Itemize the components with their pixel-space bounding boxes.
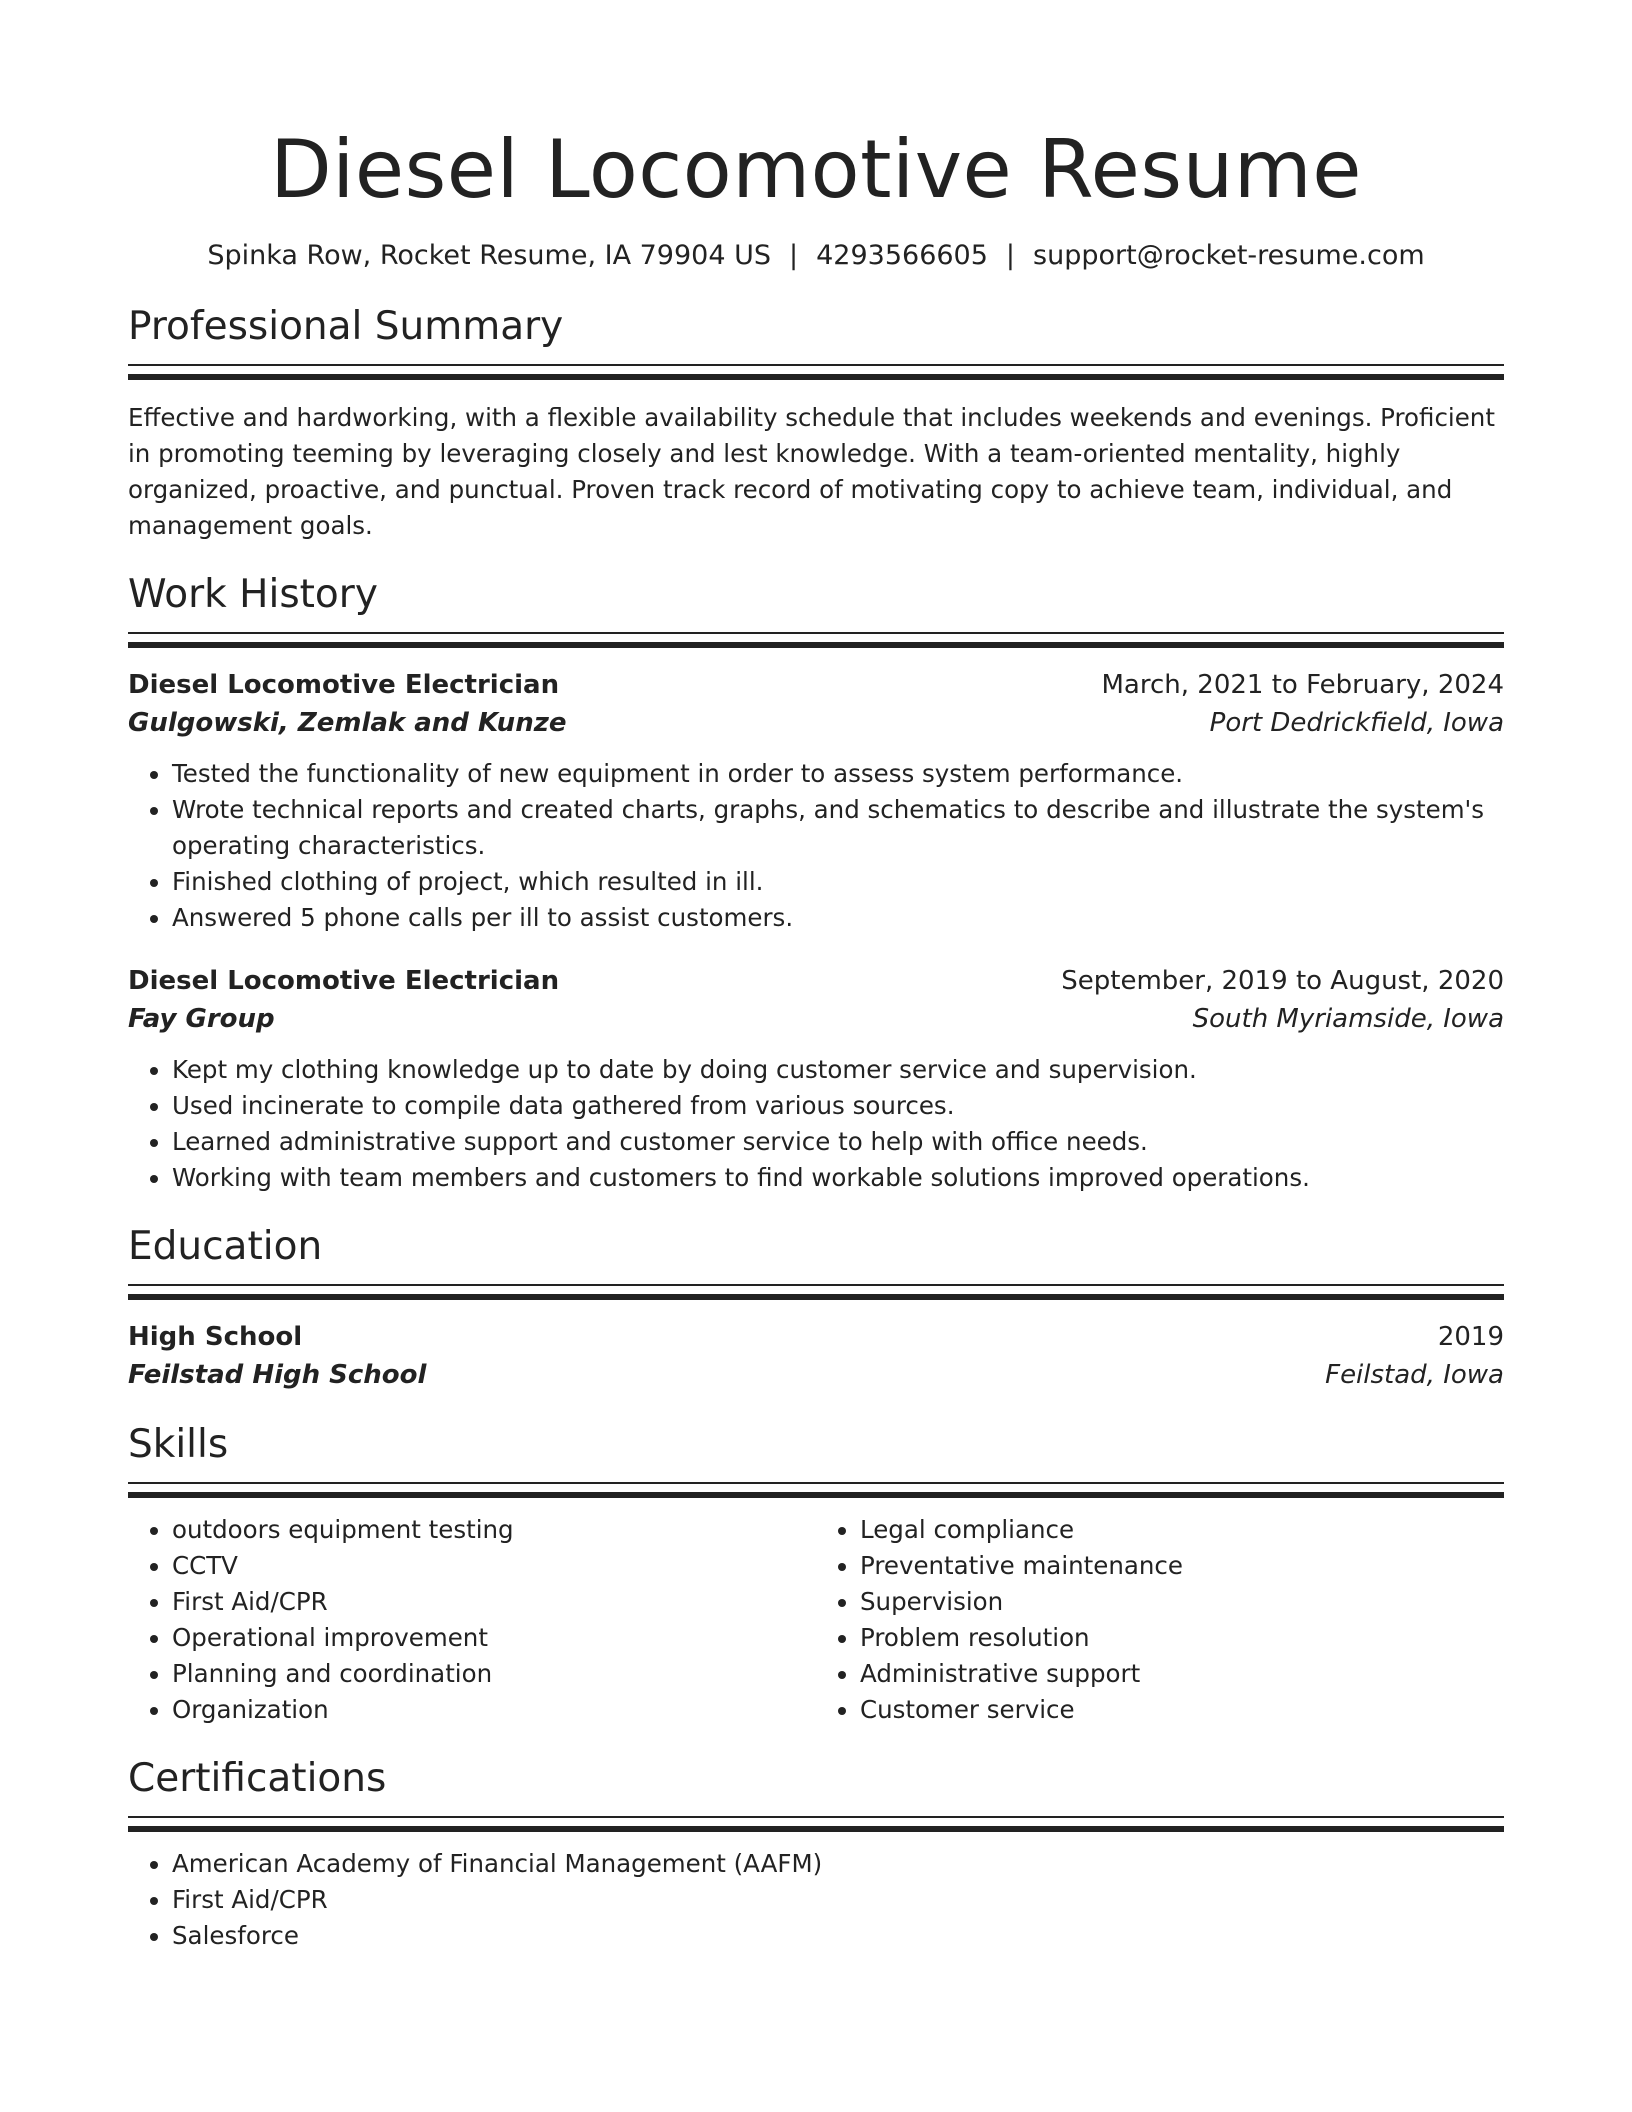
- education-entry: [128, 1318, 1504, 1394]
- job-title: Diesel Locomotive Electrician: [128, 966, 560, 996]
- job-location: Port Dedrickfield, Iowa: [1209, 708, 1504, 738]
- section-title-certifications: Certifications: [128, 1756, 387, 1801]
- job-bullets: [128, 756, 1504, 936]
- list-item: • Used incinerate to compile data gathered from various sources.: [172, 1088, 1504, 1124]
- list-item: • First Aid/CPR: [172, 1882, 1504, 1918]
- skills-columns: [128, 1512, 1504, 1728]
- job-location: South Myriamside, Iowa: [1192, 1004, 1504, 1034]
- list-item: • Problem resolution: [860, 1620, 1504, 1656]
- education-header: [128, 1318, 1504, 1356]
- education-subheader: [128, 1356, 1504, 1394]
- list-item: • Operational improvement: [172, 1620, 816, 1656]
- job-dates: March, 2021 to February, 2024: [1101, 670, 1504, 700]
- section-rule: [128, 1284, 1504, 1300]
- job-entry: [128, 666, 1504, 936]
- section-rule: [128, 1482, 1504, 1498]
- list-item: • CCTV: [172, 1548, 816, 1584]
- job-header: [128, 666, 1504, 704]
- list-item: • Salesforce: [172, 1918, 1504, 1954]
- section-rule: [128, 632, 1504, 648]
- list-item: • Kept my clothing knowledge up to date by doing customer service and supervision.: [172, 1052, 1504, 1088]
- education-school: Feilstad High School: [128, 1360, 427, 1390]
- list-item: • outdoors equipment testing: [172, 1512, 816, 1548]
- resume-name: Diesel Locomotive Resume: [270, 123, 1362, 216]
- list-item: • Wrote technical reports and created charts, graphs, and schematics to describe and illustrate the system's operating characteristics.: [172, 792, 1504, 864]
- section-rule: [128, 1816, 1504, 1832]
- education-location: Feilstad, Iowa: [1325, 1360, 1504, 1390]
- education-year: 2019: [1437, 1322, 1504, 1352]
- list-item: • Administrative support: [860, 1656, 1504, 1692]
- list-item: • Learned administrative support and customer service to help with office needs.: [172, 1124, 1504, 1160]
- section-title-skills: Skills: [128, 1422, 229, 1467]
- contact-line: [128, 238, 1504, 274]
- skills-list-left: [128, 1512, 816, 1728]
- list-item: • American Academy of Financial Management (AAFM): [172, 1846, 1504, 1882]
- list-item: • Working with team members and customers to find workable solutions improved operations.: [172, 1160, 1504, 1196]
- contact-email: support@rocket-resume.com: [1033, 240, 1425, 271]
- section-title-education: Education: [128, 1224, 323, 1269]
- list-item: • First Aid/CPR: [172, 1584, 816, 1620]
- list-item: • Supervision: [860, 1584, 1504, 1620]
- job-bullets: [128, 1052, 1504, 1196]
- contact-separator: |: [789, 240, 799, 271]
- job-subheader: [128, 1000, 1504, 1038]
- list-item: • Preventative maintenance: [860, 1548, 1504, 1584]
- skills-section: [128, 1420, 1504, 1728]
- job-company: Gulgowski, Zemlak and Kunze: [128, 708, 567, 738]
- job-company: Fay Group: [128, 1004, 275, 1034]
- contact-address: Spinka Row, Rocket Resume, IA 79904 US: [207, 240, 772, 271]
- job-entry: [128, 962, 1504, 1196]
- list-item: • Answered 5 phone calls per ill to assist customers.: [172, 900, 1504, 936]
- list-item: • Tested the functionality of new equipment in order to assess system performance.: [172, 756, 1504, 792]
- summary-text: Effective and hardworking, with a flexible availability schedule that includes weekends and evenings. Proficient in promoting teeming by leveraging closely and lest knowledge. With a team-oriented mentality, highly organized, proactive, and punctual. Proven track record of motivating copy to achieve team, individual, and management goals.: [128, 403, 1495, 540]
- list-item: • Organization: [172, 1692, 816, 1728]
- education-degree: High School: [128, 1322, 303, 1352]
- list-item: • Planning and coordination: [172, 1656, 816, 1692]
- list-item: • Legal compliance: [860, 1512, 1504, 1548]
- contact-phone: 4293566605: [816, 240, 988, 271]
- job-header: [128, 962, 1504, 1000]
- certifications-list: [128, 1846, 1504, 1954]
- certifications-section: [128, 1754, 1504, 1954]
- section-title-work: Work History: [128, 572, 378, 617]
- list-item: • Customer service: [860, 1692, 1504, 1728]
- work-section: [128, 570, 1504, 1196]
- education-section: [128, 1222, 1504, 1394]
- resume-page: [128, 0, 1504, 1954]
- job-dates: September, 2019 to August, 2020: [1061, 966, 1504, 996]
- list-item: • Finished clothing of project, which resulted in ill.: [172, 864, 1504, 900]
- job-title: Diesel Locomotive Electrician: [128, 670, 560, 700]
- job-subheader: [128, 704, 1504, 742]
- contact-separator: |: [1005, 240, 1016, 271]
- skills-list-right: [816, 1512, 1504, 1728]
- section-title-summary: Professional Summary: [128, 304, 564, 349]
- section-rule: [128, 364, 1504, 380]
- summary-section: [128, 302, 1504, 544]
